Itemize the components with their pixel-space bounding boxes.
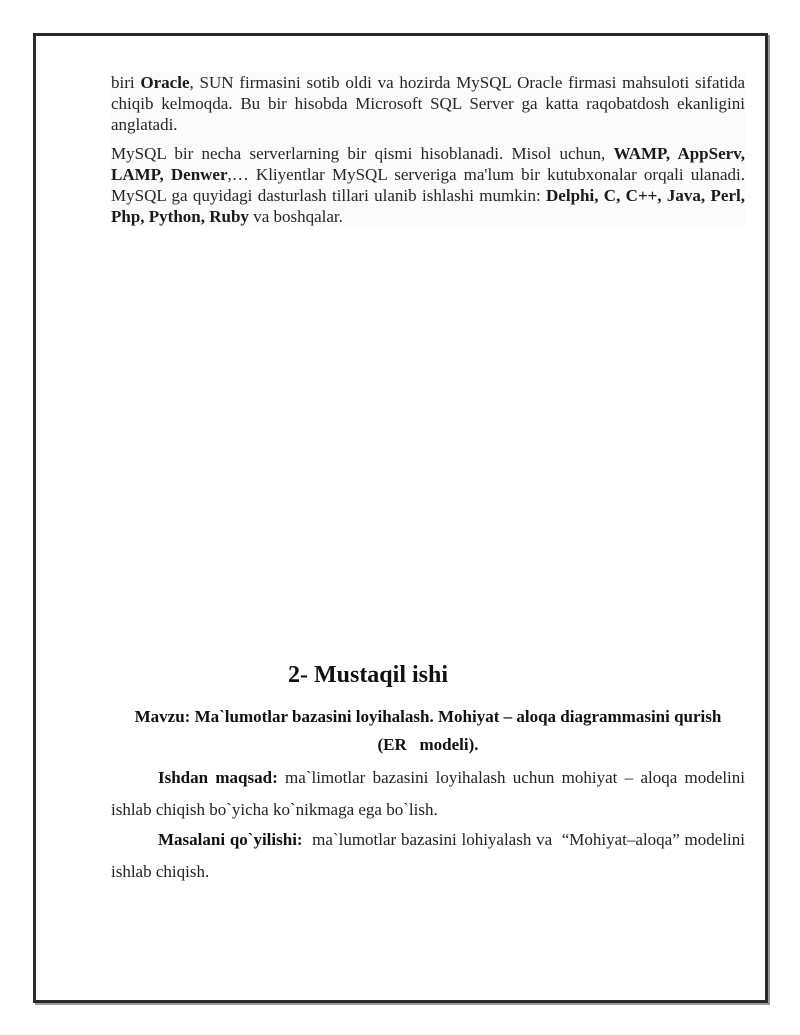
goal-paragraph — [111, 762, 745, 826]
oracle-term: Oracle — [140, 73, 190, 92]
task-label: Masalani qo`yilishi: — [158, 830, 303, 849]
server-list: WAMP, AppServ, LAMP, Denwer — [111, 144, 745, 184]
intro-p2-prefix: MySQL bir necha serverlarning bir qismi hisoblanadi. Misol uchun, — [111, 144, 614, 163]
goal-label: Ishdan maqsad: — [158, 768, 278, 787]
intro-p2-suffix: va boshqalar. — [248, 207, 343, 226]
language-list: Delphi, C, C++, Java, Perl, Php, Python, Ruby — [111, 186, 745, 226]
intro-text-block — [111, 72, 745, 227]
theme-line-2: (ER modeli). — [377, 735, 479, 754]
goal-text: ma`limotlar bazasini loyihalash uchun mohiyat – aloqa modelini ishlab chiqish bo`yicha ko`nikmaga ega bo`lish. — [111, 768, 745, 819]
theme-line-1: Mavzu: Ma`lumotlar bazasini loyihalash. Mohiyat – aloqa diagrammasini qurish — [134, 707, 722, 726]
task-paragraph — [111, 824, 750, 888]
task-text: ma`lumotlar bazasini lohiyalash va “Mohiyat–aloqa” modelini ishlab chiqish. — [111, 830, 750, 881]
intro-paragraph-2 — [111, 143, 745, 227]
section-title: 2- Mustaqil ishi — [287, 662, 449, 688]
intro-paragraph-1 — [111, 72, 745, 135]
intro-p1-prefix: biri — [111, 73, 141, 92]
intro-p2-middle: ,… Kliyentlar MySQL serveriga ma'lum bir kutubxonalar orqali ulanadi. MySQL ga quyidagi dasturlash tillari ulanib ishlashi mumkin: — [111, 165, 745, 205]
intro-p1-text: , SUN firmasini sotib oldi va hozirda MySQL Oracle firmasi mahsuloti sifatida chiqib kelmoqda. Bu bir hisobda Microsoft SQL Server ga katta raqobatdosh ekanligini anglatadi. — [111, 73, 745, 134]
theme-heading — [111, 703, 745, 759]
